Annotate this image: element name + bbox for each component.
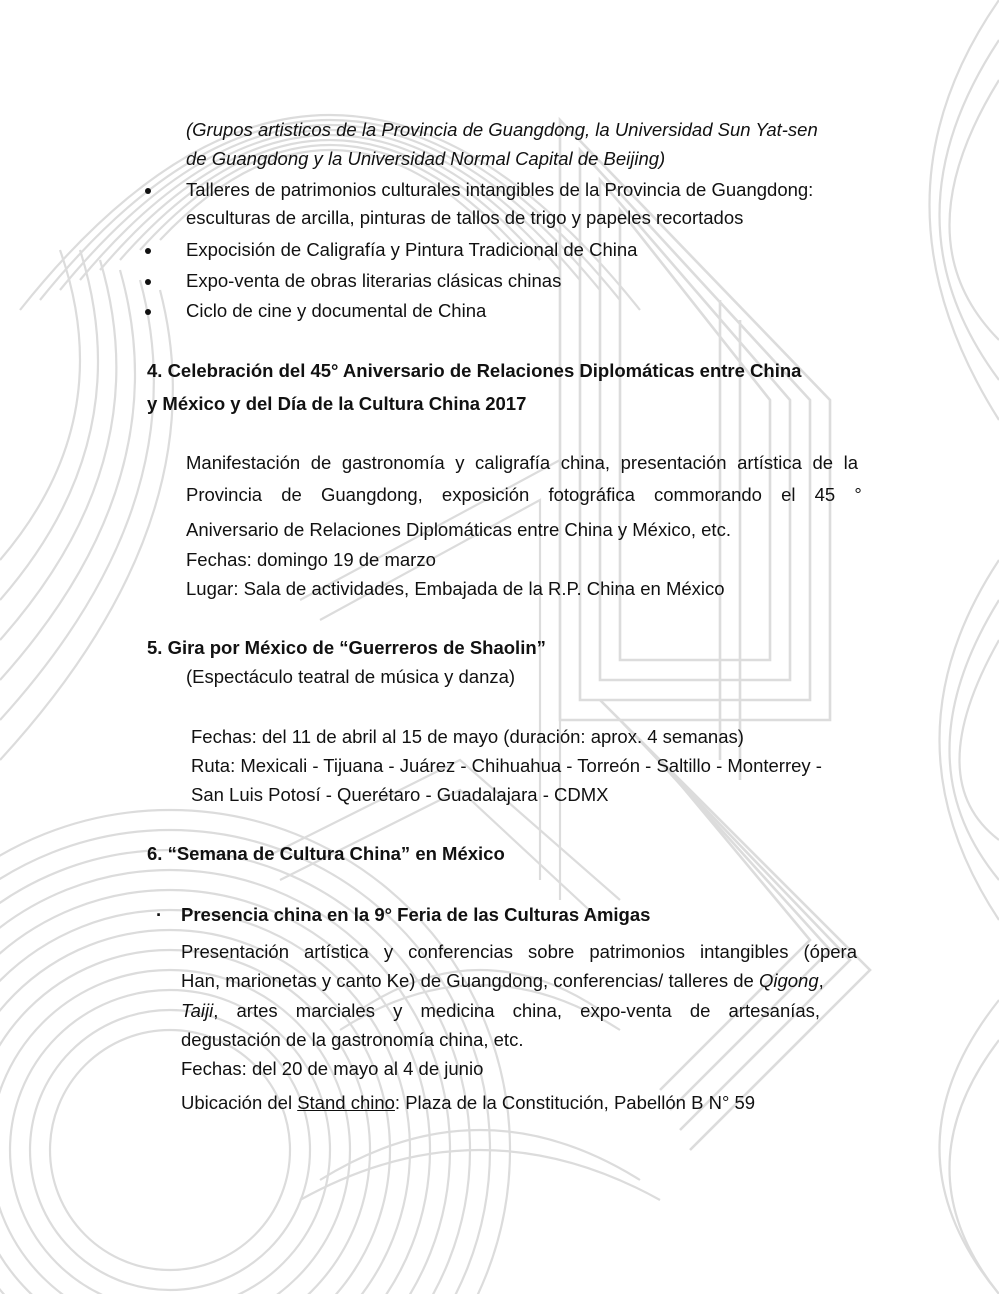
- list-bullet: [145, 309, 151, 315]
- concentric-rings-left: [0, 810, 510, 1294]
- section-4-dates: Fechas: domingo 19 de marzo: [186, 549, 436, 570]
- section-6-body-line-4: degustación de la gastronomía china, etc.: [181, 1029, 524, 1050]
- list-bullet: [145, 188, 151, 194]
- left-wave-lines: [0, 250, 173, 760]
- section-6-location: [181, 1094, 755, 1113]
- section-5-route-line-1: Ruta: Mexicali - Tijuana - Juárez - Chihuahua - Torreón - Saltillo - Monterrey -: [191, 755, 822, 776]
- section-6-body-text: , artes marciales y medicina china, expo-venta de artesanías,: [213, 1000, 821, 1021]
- section-6-body-line-3: [181, 1002, 820, 1021]
- section-6-body-line-2: [181, 972, 824, 991]
- list-item: Expocisión de Caligrafía y Pintura Tradicional de China: [186, 239, 638, 260]
- geometric-knot-right: [560, 120, 870, 1150]
- list-item-continuation: esculturas de arcilla, pinturas de tallos de trigo y papeles recortados: [186, 207, 744, 228]
- section-5-route-line-2: San Luis Potosí - Querétaro - Guadalajara - CDMX: [191, 784, 609, 805]
- list-item: Expo-venta de obras literarias clásicas chinas: [186, 270, 562, 291]
- section-4-body-line-3: Aniversario de Relaciones Diplomáticas entre China y México, etc.: [186, 519, 731, 540]
- section-6-subheading: Presencia china en la 9° Feria de las Culturas Amigas: [181, 904, 651, 925]
- location-prefix: Ubicación del: [181, 1092, 298, 1113]
- qigong-term: Qigong: [758, 970, 819, 991]
- section-5-dates: Fechas: del 11 de abril al 15 de mayo (duración: aprox. 4 semanas): [191, 726, 744, 747]
- right-wave-lines: [930, 0, 999, 1294]
- intro-line-1: (Grupos artisticos de la Provincia de Guangdong, la Universidad Sun Yat-sen: [186, 119, 818, 140]
- section-4-place: Lugar: Sala de actividades, Embajada de la R.P. China en México: [186, 578, 725, 599]
- section-4-body-line-2: Provincia de Guangdong, exposición fotográfica commorando el 45 °: [186, 484, 862, 505]
- location-detail: : Plaza de la Constitución, Pabellón B N° 59: [394, 1092, 756, 1113]
- section-6-dates: Fechas: del 20 de mayo al 4 de junio: [181, 1058, 484, 1079]
- section-4-heading: 4. Celebración del 45° Aniversario de Relaciones Diplomáticas entre China: [147, 360, 802, 381]
- section-6-body-line-1: Presentación artística y conferencias sobre patrimonios intangibles (ópera: [181, 941, 857, 962]
- list-item: Talleres de patrimonios culturales intangibles de la Provincia de Guangdong:: [186, 179, 814, 200]
- section-6-heading: 6. “Semana de Cultura China” en México: [147, 843, 505, 864]
- section-4-body-line-1: Manifestación de gastronomía y caligrafía china, presentación artística de la: [186, 452, 858, 473]
- intro-line-2: de Guangdong y la Universidad Normal Capital de Beijing): [186, 148, 666, 169]
- section-5-heading: 5. Gira por México de “Guerreros de Shaolin”: [147, 637, 546, 658]
- sub-bullet: ·: [156, 904, 163, 925]
- list-bullet: [145, 248, 151, 254]
- list-bullet: [145, 279, 151, 285]
- list-item: Ciclo de cine y documental de China: [186, 300, 487, 321]
- section-4-heading-cont: y México y del Día de la Cultura China 2017: [147, 393, 527, 414]
- section-6-body-text: ,: [818, 970, 824, 991]
- section-6-body-text: Han, marionetas y canto Ke) de Guangdong, conferencias/ talleres de: [181, 970, 759, 991]
- stand-chino-link[interactable]: Stand chino: [297, 1092, 395, 1113]
- section-5-subtitle: (Espectáculo teatral de música y danza): [186, 666, 516, 687]
- taiji-term: Taiji: [181, 1000, 214, 1021]
